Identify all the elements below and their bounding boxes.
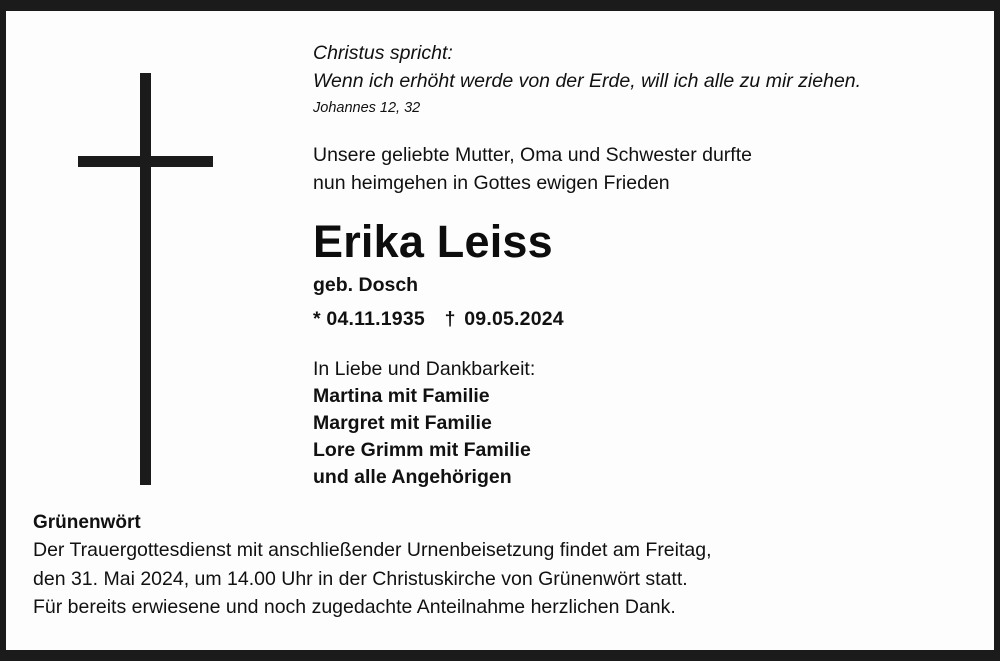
verse-text: Wenn ich erhöht werde von der Erde, will ich alle zu mir ziehen. xyxy=(313,70,862,92)
main-text-column xyxy=(313,39,973,491)
survivor-item: Martina mit Familie xyxy=(313,385,490,407)
verse-reference: Johannes 12, 32 xyxy=(313,100,421,116)
deceased-name: Erika Leiss xyxy=(313,216,553,267)
death-symbol: † xyxy=(444,308,456,330)
survivors-label: In Liebe und Dankbarkeit: xyxy=(313,358,536,380)
service-place: Grünenwört xyxy=(33,512,141,533)
service-line-3: Für bereits erwiesene und noch zugedachte Anteilnahme herzlichen Dank. xyxy=(33,596,676,618)
service-line-1: Der Trauergottesdienst mit anschließender Urnenbeisetzung findet am Freitag, xyxy=(33,539,712,561)
survivor-item: und alle Angehörigen xyxy=(313,466,512,488)
announcement-line-2: nun heimgehen in Gottes ewigen Frieden xyxy=(313,172,670,194)
cross-horizontal-bar xyxy=(78,156,213,167)
service-line-2: den 31. Mai 2024, um 14.00 Uhr in der Christuskirche von Grünenwört statt. xyxy=(33,567,688,590)
survivor-item: Lore Grimm mit Familie xyxy=(313,439,531,461)
birth-symbol: * xyxy=(313,308,321,330)
death-date: 09.05.2024 xyxy=(464,308,564,330)
obituary-inner xyxy=(6,11,994,650)
deceased-dates xyxy=(313,306,973,333)
deceased-maiden-name: geb. Dosch xyxy=(313,274,419,296)
survivor-item: Margret mit Familie xyxy=(313,412,492,434)
cross-vertical-bar xyxy=(140,73,151,485)
announcement-line-1: Unsere geliebte Mutter, Oma und Schwester durfte xyxy=(313,144,752,166)
service-details xyxy=(33,509,973,622)
verse-intro: Christus spricht: xyxy=(313,42,453,64)
cross-icon xyxy=(78,73,218,493)
birth-date: 04.11.1935 xyxy=(326,308,425,330)
